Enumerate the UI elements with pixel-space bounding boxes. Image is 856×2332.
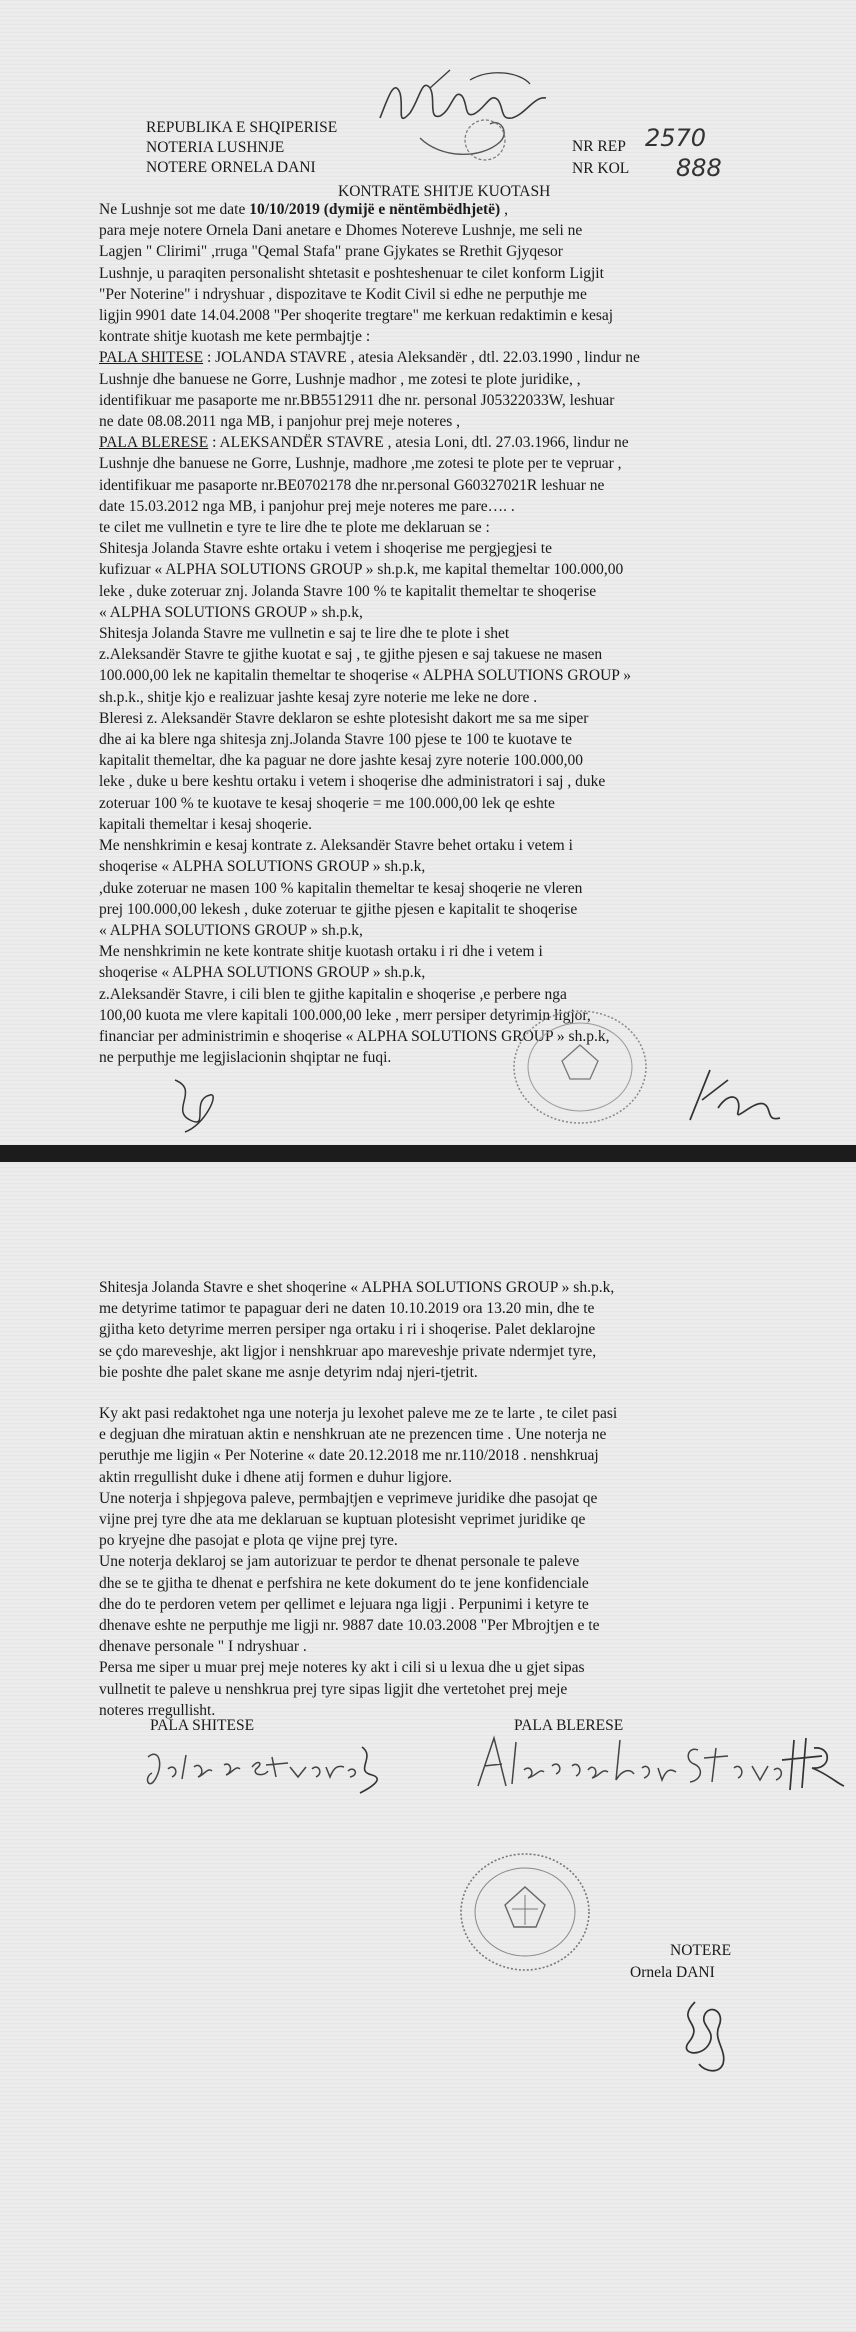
text-run: leke , duke u bere keshtu ortaku i vetem i shoqerise dhe administratori i saj , duke [99, 773, 606, 791]
text-run: « ALPHA SOLUTIONS GROUP » sh.p.k, [99, 603, 363, 621]
contract-line [99, 220, 799, 241]
nr-kol-label: NR KOL [572, 160, 630, 177]
paragraph-line: dhenave eshte ne perputhje me ligji nr. 9887 date 10.03.2008 "Per Mbrojtjen e te [99, 1617, 600, 1635]
contract-line [99, 581, 799, 602]
text-run: , [500, 201, 508, 218]
contract-line [99, 962, 799, 983]
seller-signature [140, 1737, 400, 1797]
bold-text: (dymijë e nëntëmbëdhjetë) [319, 201, 501, 218]
text-run: Shitesja Jolanda Stavre eshte ortaku i vetem i shoqerise me pergjegjesi te [99, 540, 552, 558]
paragraph-line: Une noterja deklaroj se jam autorizuar te perdor te dhenat personale te paleve [99, 1553, 580, 1571]
notary-stamp-page2-icon [450, 1847, 600, 1977]
contract-line [99, 750, 799, 771]
underlined-label: PALA BLERESE [99, 434, 209, 452]
contract-line [99, 623, 799, 644]
paragraph-line: e degjuan dhe miratuan aktin e nenshkruan ate ne prezencen time . Une noterja ne [99, 1426, 607, 1444]
notary-signature [665, 1992, 745, 2082]
contract-line [99, 284, 799, 305]
paragraph-line: dhenave personale " I ndryshuar . [99, 1638, 307, 1656]
text-run: ligjin 9901 date 14.04.2008 "Per shoqerite tregtare" me kerkuan redaktimin e kesaj [99, 307, 614, 325]
text-run: Bleresi z. Aleksandër Stavre deklaron se eshte plotesisht dakort me sa me siper [99, 709, 589, 727]
contract-line [99, 602, 799, 623]
contract-body [99, 199, 799, 1068]
text-run: Me nenshkrimin ne kete kontrate shitje kuotash ortaku i ri dhe i vetem i [99, 943, 543, 961]
text-run: identifikuar me pasaporte me nr.BB5512911 dhe nr. personal J05322033W, leshuar [99, 391, 615, 409]
closing-paragraph-2 [99, 1403, 799, 1721]
paragraph-line: me detyrime tatimor te papaguar deri ne daten 10.10.2019 ora 13.20 min, dhe te [99, 1300, 595, 1318]
text-run: Lagjen " Clirimi" ,rruga "Qemal Stafa" prane Gjykates se Rrethit Gjyqesor [99, 243, 563, 261]
paragraph-line: vullnetit te paleve u nenshkrua prej tyre sipas ligjit dhe vertetohet prej meje [99, 1680, 568, 1698]
text-run: : JOLANDA STAVRE , atesia Aleksandër , dtl. 22.03.1990 , lindur ne [203, 349, 640, 367]
text-run: « ALPHA SOLUTIONS GROUP » sh.p.k, [99, 921, 363, 939]
header-republic: REPUBLIKA E SHQIPERISE [146, 119, 338, 136]
text-run: ne perputhje me legjislacionin shqiptar ne fuqi. [99, 1049, 392, 1067]
text-run: para meje notere Ornela Dani anetare e Dhomes Notereve Lushnje, me seli ne [99, 222, 583, 240]
text-run: "Per Noterine" i ndryshuar , dispozitave te Kodit Civil si edhe ne perputhje me [99, 285, 587, 303]
notary-label: NOTERE [670, 1942, 732, 1959]
closing-paragraph-1 [99, 1277, 799, 1383]
contract-line [99, 708, 799, 729]
contract-line [99, 432, 799, 453]
contract-line [99, 199, 799, 220]
contract-line [99, 771, 799, 792]
paragraph-line: po kryejne dhe pasojat e plota qe vijne prej tyre. [99, 1532, 398, 1550]
text-run: kapitali themeltar i kesaj shoqerie. [99, 815, 313, 833]
text-run: shoqerise « ALPHA SOLUTIONS GROUP » sh.p.k, [99, 964, 426, 982]
paragraph-line: vijne prej tyre dhe ata me deklaruan se kuptuan plotesisht veprimet juridike qe [99, 1511, 586, 1529]
contract-line [99, 326, 799, 347]
text-run: shoqerise « ALPHA SOLUTIONS GROUP » sh.p.k, [99, 858, 426, 876]
text-run: financiar per administrimin e shoqerise « ALPHA SOLUTIONS GROUP » sh.p.k, [99, 1027, 610, 1045]
text-run: sh.p.k., shitje kjo e realizuar jashte kesaj zyre noterie me leke ne dore . [99, 688, 538, 706]
contract-line [99, 1026, 799, 1047]
paragraph-line: gjitha keto detyrime merren persiper nga ortaku i ri i shoqerise. Palet deklarojne [99, 1321, 596, 1339]
paragraph-line: dhe se te gjitha te dhenat e perfshira ne kete dokument do te jene konfidenciale [99, 1574, 589, 1592]
text-run: Lushnje dhe banuese ne Gorre, Lushnje madhor , me zotesi te plote juridike, , [99, 370, 581, 388]
text-run: Lushnje, u paraqiten personalisht shtetasit e poshteshenuar te cilet konform Ligjit [99, 264, 604, 282]
paragraph-line: Persa me siper u muar prej meje noteres ky akt i cili si u lexua dhe u gjet sipas [99, 1659, 585, 1677]
text-run: Lushnje dhe banuese ne Gorre, Lushnje, madhore ,me zotesi te plote per te vepruar , [99, 455, 622, 473]
contract-line [99, 793, 799, 814]
contract-line [99, 1005, 799, 1026]
notary-name: Ornela DANI [630, 1964, 715, 1981]
notary-stamp-icon [500, 1005, 660, 1130]
seller-label: PALA SHITESE [150, 1717, 255, 1734]
contract-line [99, 347, 799, 368]
nr-rep-label: NR REP [572, 138, 626, 155]
contract-line [99, 687, 799, 708]
underlined-label: PALA SHITESE [99, 349, 204, 367]
nr-kol-value: 888 [676, 154, 722, 182]
nr-rep-value: 2570 [645, 124, 707, 152]
paragraph-line: Shitesja Jolanda Stavre e shet shoqerine « ALPHA SOLUTIONS GROUP » sh.p.k, [99, 1279, 615, 1296]
contract-line [99, 538, 799, 559]
text-run: : ALEKSANDËR STAVRE , atesia Loni, dtl. 27.03.1966, lindur ne [208, 434, 629, 452]
paragraph-line: bie poshte dhe palet skane me asnje detyrim ndaj njeri-tjetrit. [99, 1363, 478, 1381]
text-run: 100,00 kuota me vlere kapitali 100.000,00 leke , merr persiper detyrimin ligjor, [99, 1006, 591, 1024]
text-run: kapitalit themeltar, dhe ka paguar ne dore jashte kesaj zyre noterie 100.000,00 [99, 752, 584, 770]
contract-line [99, 517, 799, 538]
contract-line [99, 856, 799, 877]
contract-line [99, 814, 799, 835]
contract-line [99, 665, 799, 686]
header-notary-name: NOTERE ORNELA DANI [146, 159, 316, 176]
contract-line [99, 984, 799, 1005]
contract-line [99, 644, 799, 665]
paragraph-line: dhe do te perdoren vetem per qellimet e lejuara nga ligji . Perpunimi i ketyre te [99, 1595, 589, 1613]
seller-signature-page1 [160, 1070, 230, 1140]
paragraph-line: aktin rregullisht duke i dhene atij formen e duhur ligjore. [99, 1468, 452, 1486]
contract-line [99, 390, 799, 411]
contract-line [99, 559, 799, 580]
contract-line [99, 899, 799, 920]
text-run: kontrate shitje kuotash me kete permbajtje : [99, 328, 371, 346]
text-run: z.Aleksandër Stavre te gjithe kuotat e saj , te gjithe pjesen e saj takuese ne masen [99, 646, 603, 664]
text-run: Me nenshkrimin e kesaj kontrate z. Aleksandër Stavre behet ortaku i vetem i [99, 837, 573, 855]
text-run: te cilet me vullnetin e tyre te lire dhe te plote me deklaruan se : [99, 519, 490, 537]
document-title: KONTRATE SHITJE KUOTASH [338, 183, 551, 200]
text-run: Ne Lushnje sot me date [99, 201, 250, 218]
paragraph-line: peruthje me ligjin « Per Noterine « date 20.12.2018 me nr.110/2018 . nenshkruaj [99, 1447, 599, 1465]
document-page-2 [0, 1162, 856, 2332]
contract-line [99, 369, 799, 390]
contract-line [99, 475, 799, 496]
header-notary-office: NOTERIA LUSHNJE [146, 139, 285, 156]
contract-line [99, 941, 799, 962]
text-run: identifikuar me pasaporte nr.BE0702178 dhe nr.personal G60327021R leshuar ne [99, 476, 605, 494]
contract-line [99, 835, 799, 856]
text-run: dhe ai ka blere nga shitesja znj.Jolanda Stavre 100 pjese te 100 te kuotave te [99, 731, 573, 749]
buyer-signature [472, 1730, 852, 1800]
text-run: zoteruar 100 % te kuotave te kesaj shoqerie = me 100.000,00 lek qe eshte [99, 794, 555, 812]
text-run: ne date 08.08.2011 nga MB, i panjohur prej meje noteres , [99, 413, 461, 431]
text-run: ,duke zoteruar ne masen 100 % kapitalin themeltar te kesaj shoqerie ne vleren [99, 879, 583, 897]
contract-line [99, 878, 799, 899]
paragraph-line: se çdo mareveshje, akt ligjor i nenshkruar apo mareveshje private ndermjet tyre, [99, 1342, 597, 1360]
bold-text: 10/10/2019 [249, 201, 320, 218]
text-run: Shitesja Jolanda Stavre me vullnetin e saj te lire dhe te plote i shet [99, 625, 510, 643]
contract-line [99, 263, 799, 284]
handwritten-annotation-signature [370, 58, 580, 168]
contract-line [99, 453, 799, 474]
contract-line [99, 920, 799, 941]
contract-line [99, 305, 799, 326]
document-page-1 [0, 0, 856, 1145]
contract-line [99, 496, 799, 517]
text-run: 100.000,00 lek ne kapitalin themeltar te shoqerise « ALPHA SOLUTIONS GROUP » [99, 667, 631, 685]
buyer-signature-page1 [680, 1060, 790, 1135]
contract-line [99, 729, 799, 750]
text-run: kufizuar « ALPHA SOLUTIONS GROUP » sh.p.k, me kapital themeltar 100.000,00 [99, 561, 624, 579]
text-run: prej 100.000,00 lekesh , duke zoteruar te gjithe pjesen e kapitalit te shoqerise [99, 900, 578, 918]
paragraph-line: noteres rregullisht. [99, 1701, 216, 1719]
contract-line [99, 411, 799, 432]
text-run: leke , duke zoteruar znj. Jolanda Stavre 100 % te kapitalit themeltar te shoqerise [99, 582, 597, 600]
paragraph-line: Une noterja i shpjegova paleve, permbajtjen e veprimeve juridike dhe pasojat qe [99, 1489, 598, 1507]
text-run: z.Aleksandër Stavre, i cili blen te gjithe kapitalin e shoqerise ,e perbere nga [99, 985, 567, 1003]
buyer-label: PALA BLERESE [514, 1717, 624, 1734]
text-run: date 15.03.2012 nga MB, i panjohur prej meje noteres me pare…. . [99, 497, 515, 515]
contract-line [99, 241, 799, 262]
paragraph-line: Ky akt pasi redaktohet nga une noterja ju lexohet paleve me ze te larte , te cilet pasi [99, 1405, 618, 1422]
